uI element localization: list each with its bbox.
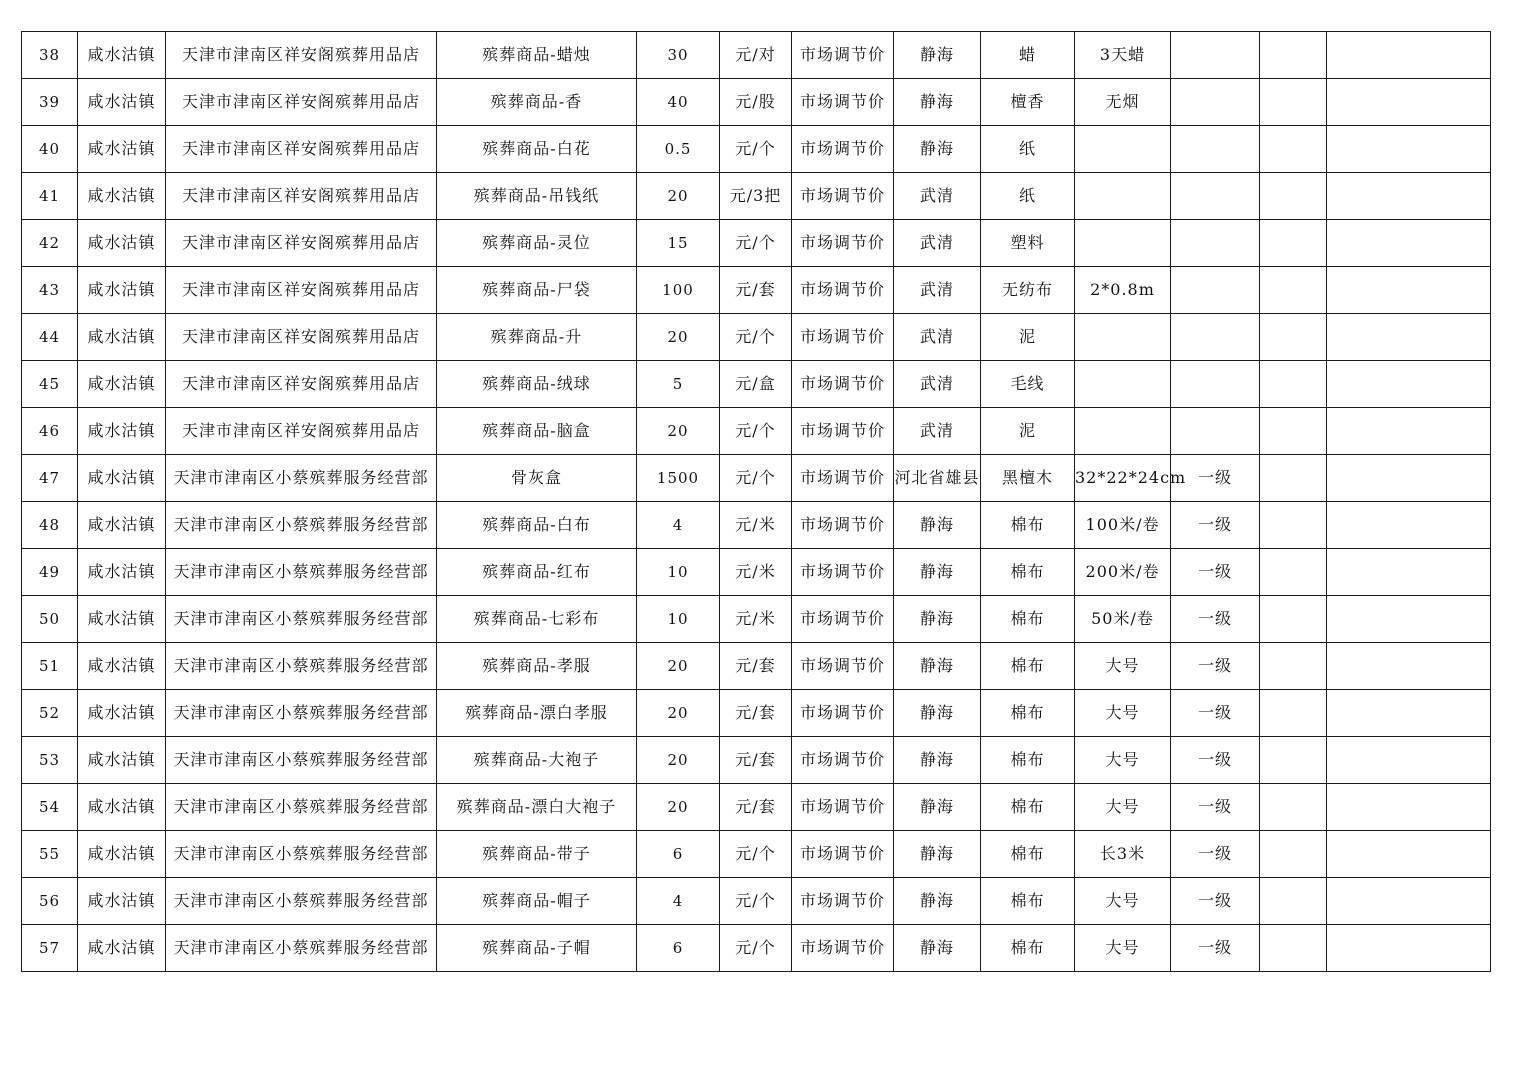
cell-store-name: 天津市津南区祥安阁殡葬用品店 [166,408,437,455]
cell-specification: 大号 [1075,878,1171,925]
cell-extra-2 [1327,596,1491,643]
cell-price-type: 市场调节价 [792,643,894,690]
cell-town: 咸水沽镇 [78,314,166,361]
cell-price: 15 [637,220,720,267]
cell-specification [1075,220,1171,267]
cell-unit: 元/米 [720,502,792,549]
table-row [22,220,1491,267]
table-row [22,643,1491,690]
cell-town: 咸水沽镇 [78,126,166,173]
cell-price-type: 市场调节价 [792,408,894,455]
cell-specification: 100米/卷 [1075,502,1171,549]
cell-price-type: 市场调节价 [792,784,894,831]
cell-unit: 元/套 [720,267,792,314]
cell-store-name: 天津市津南区小蔡殡葬服务经营部 [166,737,437,784]
table-row [22,408,1491,455]
cell-extra-1 [1260,361,1327,408]
cell-price: 20 [637,690,720,737]
cell-material: 塑料 [981,220,1075,267]
cell-extra-2 [1327,267,1491,314]
cell-extra-1 [1260,126,1327,173]
cell-price: 100 [637,267,720,314]
cell-grade: 一级 [1171,690,1260,737]
cell-store-name: 天津市津南区祥安阁殡葬用品店 [166,361,437,408]
cell-grade: 一级 [1171,831,1260,878]
cell-row-number: 38 [22,32,78,79]
cell-town: 咸水沽镇 [78,502,166,549]
cell-grade [1171,126,1260,173]
cell-town: 咸水沽镇 [78,173,166,220]
cell-material: 棉布 [981,596,1075,643]
cell-extra-1 [1260,878,1327,925]
cell-price-type: 市场调节价 [792,502,894,549]
table-body [22,32,1491,972]
cell-price: 0.5 [637,126,720,173]
cell-specification: 3天蜡 [1075,32,1171,79]
cell-specification: 2*0.8m [1075,267,1171,314]
cell-extra-1 [1260,690,1327,737]
cell-grade: 一级 [1171,737,1260,784]
cell-origin: 武清 [894,173,981,220]
cell-material: 泥 [981,408,1075,455]
cell-row-number: 44 [22,314,78,361]
cell-row-number: 40 [22,126,78,173]
cell-town: 咸水沽镇 [78,455,166,502]
cell-unit: 元/套 [720,784,792,831]
cell-material: 蜡 [981,32,1075,79]
cell-price-type: 市场调节价 [792,173,894,220]
cell-material: 棉布 [981,784,1075,831]
table-row [22,878,1491,925]
cell-material: 棉布 [981,502,1075,549]
cell-material: 毛线 [981,361,1075,408]
cell-price-type: 市场调节价 [792,126,894,173]
cell-town: 咸水沽镇 [78,925,166,972]
cell-extra-1 [1260,267,1327,314]
cell-product-name: 殡葬商品-帽子 [437,878,637,925]
cell-price: 20 [637,784,720,831]
cell-product-name: 殡葬商品-漂白大袍子 [437,784,637,831]
cell-price: 20 [637,643,720,690]
cell-material: 无纺布 [981,267,1075,314]
cell-grade: 一级 [1171,643,1260,690]
cell-row-number: 43 [22,267,78,314]
cell-extra-2 [1327,314,1491,361]
cell-grade: 一级 [1171,925,1260,972]
cell-price-type: 市场调节价 [792,878,894,925]
cell-origin: 静海 [894,643,981,690]
cell-grade: 一级 [1171,502,1260,549]
cell-unit: 元/个 [720,925,792,972]
cell-store-name: 天津市津南区小蔡殡葬服务经营部 [166,455,437,502]
cell-extra-2 [1327,455,1491,502]
cell-material: 棉布 [981,878,1075,925]
cell-row-number: 50 [22,596,78,643]
cell-price: 20 [637,173,720,220]
cell-product-name: 殡葬商品-带子 [437,831,637,878]
cell-extra-1 [1260,925,1327,972]
cell-unit: 元/个 [720,314,792,361]
cell-price: 30 [637,32,720,79]
table-row [22,267,1491,314]
cell-price-type: 市场调节价 [792,314,894,361]
cell-town: 咸水沽镇 [78,267,166,314]
cell-store-name: 天津市津南区小蔡殡葬服务经营部 [166,831,437,878]
cell-price-type: 市场调节价 [792,737,894,784]
cell-unit: 元/套 [720,690,792,737]
cell-extra-1 [1260,455,1327,502]
cell-unit: 元/米 [720,549,792,596]
cell-extra-2 [1327,173,1491,220]
cell-town: 咸水沽镇 [78,549,166,596]
cell-town: 咸水沽镇 [78,32,166,79]
cell-row-number: 49 [22,549,78,596]
cell-extra-1 [1260,408,1327,455]
cell-extra-1 [1260,737,1327,784]
cell-town: 咸水沽镇 [78,79,166,126]
cell-store-name: 天津市津南区祥安阁殡葬用品店 [166,173,437,220]
cell-origin: 静海 [894,878,981,925]
cell-product-name: 殡葬商品-脑盒 [437,408,637,455]
table-row [22,925,1491,972]
cell-specification: 32*22*24cm [1075,455,1171,502]
cell-specification: 大号 [1075,784,1171,831]
cell-material: 黑檀木 [981,455,1075,502]
cell-price-type: 市场调节价 [792,925,894,972]
cell-material: 棉布 [981,643,1075,690]
cell-extra-2 [1327,831,1491,878]
cell-specification: 长3米 [1075,831,1171,878]
cell-extra-2 [1327,925,1491,972]
table-row [22,737,1491,784]
price-table [21,31,1491,972]
table-row [22,126,1491,173]
cell-unit: 元/个 [720,831,792,878]
cell-grade [1171,220,1260,267]
cell-extra-2 [1327,220,1491,267]
table-row [22,455,1491,502]
cell-price-type: 市场调节价 [792,32,894,79]
cell-unit: 元/个 [720,126,792,173]
cell-store-name: 天津市津南区小蔡殡葬服务经营部 [166,878,437,925]
cell-extra-2 [1327,408,1491,455]
cell-row-number: 55 [22,831,78,878]
cell-town: 咸水沽镇 [78,690,166,737]
cell-row-number: 42 [22,220,78,267]
cell-store-name: 天津市津南区祥安阁殡葬用品店 [166,220,437,267]
cell-unit: 元/个 [720,220,792,267]
cell-specification: 无烟 [1075,79,1171,126]
cell-product-name: 殡葬商品-灵位 [437,220,637,267]
cell-extra-2 [1327,737,1491,784]
cell-product-name: 殡葬商品-蜡烛 [437,32,637,79]
cell-origin: 静海 [894,79,981,126]
table-row [22,690,1491,737]
cell-price: 1500 [637,455,720,502]
cell-row-number: 48 [22,502,78,549]
cell-origin: 静海 [894,925,981,972]
cell-price-type: 市场调节价 [792,690,894,737]
cell-origin: 静海 [894,737,981,784]
cell-unit: 元/套 [720,737,792,784]
cell-grade: 一级 [1171,549,1260,596]
cell-town: 咸水沽镇 [78,878,166,925]
cell-specification: 大号 [1075,690,1171,737]
cell-extra-2 [1327,549,1491,596]
cell-grade: 一级 [1171,784,1260,831]
cell-price-type: 市场调节价 [792,455,894,502]
cell-product-name: 殡葬商品-升 [437,314,637,361]
cell-extra-1 [1260,643,1327,690]
cell-store-name: 天津市津南区祥安阁殡葬用品店 [166,32,437,79]
cell-origin: 河北省雄县 [894,455,981,502]
cell-store-name: 天津市津南区祥安阁殡葬用品店 [166,314,437,361]
cell-product-name: 殡葬商品-孝服 [437,643,637,690]
cell-store-name: 天津市津南区祥安阁殡葬用品店 [166,126,437,173]
cell-origin: 静海 [894,126,981,173]
cell-product-name: 殡葬商品-七彩布 [437,596,637,643]
table-row [22,596,1491,643]
cell-row-number: 56 [22,878,78,925]
cell-unit: 元/股 [720,79,792,126]
cell-store-name: 天津市津南区小蔡殡葬服务经营部 [166,784,437,831]
cell-extra-1 [1260,220,1327,267]
cell-material: 纸 [981,173,1075,220]
cell-price: 6 [637,925,720,972]
cell-town: 咸水沽镇 [78,737,166,784]
cell-specification [1075,126,1171,173]
cell-store-name: 天津市津南区小蔡殡葬服务经营部 [166,549,437,596]
cell-price: 5 [637,361,720,408]
cell-store-name: 天津市津南区小蔡殡葬服务经营部 [166,925,437,972]
table-row [22,314,1491,361]
cell-row-number: 52 [22,690,78,737]
cell-specification [1075,173,1171,220]
cell-origin: 静海 [894,549,981,596]
cell-extra-1 [1260,831,1327,878]
cell-material: 纸 [981,126,1075,173]
cell-store-name: 天津市津南区小蔡殡葬服务经营部 [166,596,437,643]
cell-row-number: 54 [22,784,78,831]
cell-grade [1171,173,1260,220]
cell-price-type: 市场调节价 [792,220,894,267]
table-row [22,831,1491,878]
cell-store-name: 天津市津南区祥安阁殡葬用品店 [166,79,437,126]
cell-grade [1171,267,1260,314]
cell-specification [1075,361,1171,408]
cell-price: 40 [637,79,720,126]
cell-material: 棉布 [981,690,1075,737]
cell-store-name: 天津市津南区小蔡殡葬服务经营部 [166,643,437,690]
cell-specification: 大号 [1075,737,1171,784]
cell-town: 咸水沽镇 [78,408,166,455]
cell-grade [1171,314,1260,361]
cell-grade [1171,408,1260,455]
cell-row-number: 47 [22,455,78,502]
cell-price-type: 市场调节价 [792,79,894,126]
cell-origin: 武清 [894,408,981,455]
cell-material: 棉布 [981,925,1075,972]
cell-price-type: 市场调节价 [792,361,894,408]
cell-extra-2 [1327,32,1491,79]
cell-extra-2 [1327,361,1491,408]
cell-row-number: 53 [22,737,78,784]
cell-unit: 元/套 [720,643,792,690]
cell-product-name: 殡葬商品-尸袋 [437,267,637,314]
cell-extra-2 [1327,126,1491,173]
cell-unit: 元/个 [720,878,792,925]
cell-price: 10 [637,549,720,596]
cell-price: 10 [637,596,720,643]
cell-price: 6 [637,831,720,878]
cell-specification: 大号 [1075,925,1171,972]
cell-material: 泥 [981,314,1075,361]
cell-product-name: 殡葬商品-绒球 [437,361,637,408]
cell-store-name: 天津市津南区小蔡殡葬服务经营部 [166,502,437,549]
cell-extra-2 [1327,690,1491,737]
cell-price: 4 [637,878,720,925]
cell-grade [1171,79,1260,126]
table-row [22,502,1491,549]
cell-grade: 一级 [1171,455,1260,502]
cell-unit: 元/3把 [720,173,792,220]
cell-origin: 武清 [894,267,981,314]
cell-row-number: 46 [22,408,78,455]
cell-extra-2 [1327,878,1491,925]
cell-extra-1 [1260,314,1327,361]
cell-price-type: 市场调节价 [792,267,894,314]
cell-material: 棉布 [981,549,1075,596]
cell-row-number: 51 [22,643,78,690]
table-row [22,79,1491,126]
table-row [22,784,1491,831]
cell-unit: 元/对 [720,32,792,79]
cell-origin: 静海 [894,784,981,831]
cell-town: 咸水沽镇 [78,643,166,690]
cell-product-name: 殡葬商品-大袍子 [437,737,637,784]
cell-origin: 武清 [894,314,981,361]
cell-extra-1 [1260,549,1327,596]
cell-extra-1 [1260,596,1327,643]
cell-extra-1 [1260,79,1327,126]
cell-material: 檀香 [981,79,1075,126]
table-row [22,361,1491,408]
table-row [22,173,1491,220]
cell-specification: 50米/卷 [1075,596,1171,643]
cell-product-name: 殡葬商品-香 [437,79,637,126]
cell-grade: 一级 [1171,596,1260,643]
cell-extra-2 [1327,79,1491,126]
cell-material: 棉布 [981,737,1075,784]
cell-product-name: 殡葬商品-白布 [437,502,637,549]
cell-product-name: 殡葬商品-漂白孝服 [437,690,637,737]
cell-unit: 元/个 [720,455,792,502]
cell-product-name: 殡葬商品-吊钱纸 [437,173,637,220]
cell-extra-2 [1327,643,1491,690]
cell-price: 4 [637,502,720,549]
cell-unit: 元/个 [720,408,792,455]
cell-origin: 静海 [894,690,981,737]
cell-origin: 静海 [894,596,981,643]
cell-extra-2 [1327,502,1491,549]
cell-product-name: 殡葬商品-白花 [437,126,637,173]
cell-origin: 静海 [894,831,981,878]
cell-price: 20 [637,314,720,361]
cell-row-number: 45 [22,361,78,408]
cell-store-name: 天津市津南区祥安阁殡葬用品店 [166,267,437,314]
cell-specification: 大号 [1075,643,1171,690]
cell-row-number: 57 [22,925,78,972]
cell-extra-1 [1260,173,1327,220]
cell-product-name: 殡葬商品-子帽 [437,925,637,972]
cell-unit: 元/盒 [720,361,792,408]
cell-extra-1 [1260,502,1327,549]
cell-price-type: 市场调节价 [792,831,894,878]
cell-town: 咸水沽镇 [78,596,166,643]
cell-specification: 200米/卷 [1075,549,1171,596]
cell-grade [1171,361,1260,408]
cell-unit: 元/米 [720,596,792,643]
cell-store-name: 天津市津南区小蔡殡葬服务经营部 [166,690,437,737]
table-row [22,32,1491,79]
cell-town: 咸水沽镇 [78,831,166,878]
cell-price-type: 市场调节价 [792,596,894,643]
cell-extra-2 [1327,784,1491,831]
cell-row-number: 41 [22,173,78,220]
cell-town: 咸水沽镇 [78,784,166,831]
cell-price: 20 [637,737,720,784]
cell-row-number: 39 [22,79,78,126]
cell-origin: 武清 [894,361,981,408]
table-row [22,549,1491,596]
cell-price-type: 市场调节价 [792,549,894,596]
cell-town: 咸水沽镇 [78,220,166,267]
cell-product-name: 骨灰盒 [437,455,637,502]
cell-extra-1 [1260,784,1327,831]
cell-specification [1075,314,1171,361]
cell-town: 咸水沽镇 [78,361,166,408]
cell-grade: 一级 [1171,878,1260,925]
cell-extra-1 [1260,32,1327,79]
cell-product-name: 殡葬商品-红布 [437,549,637,596]
cell-specification [1075,408,1171,455]
cell-origin: 静海 [894,32,981,79]
cell-origin: 静海 [894,502,981,549]
cell-grade [1171,32,1260,79]
cell-price: 20 [637,408,720,455]
cell-origin: 武清 [894,220,981,267]
cell-material: 棉布 [981,831,1075,878]
